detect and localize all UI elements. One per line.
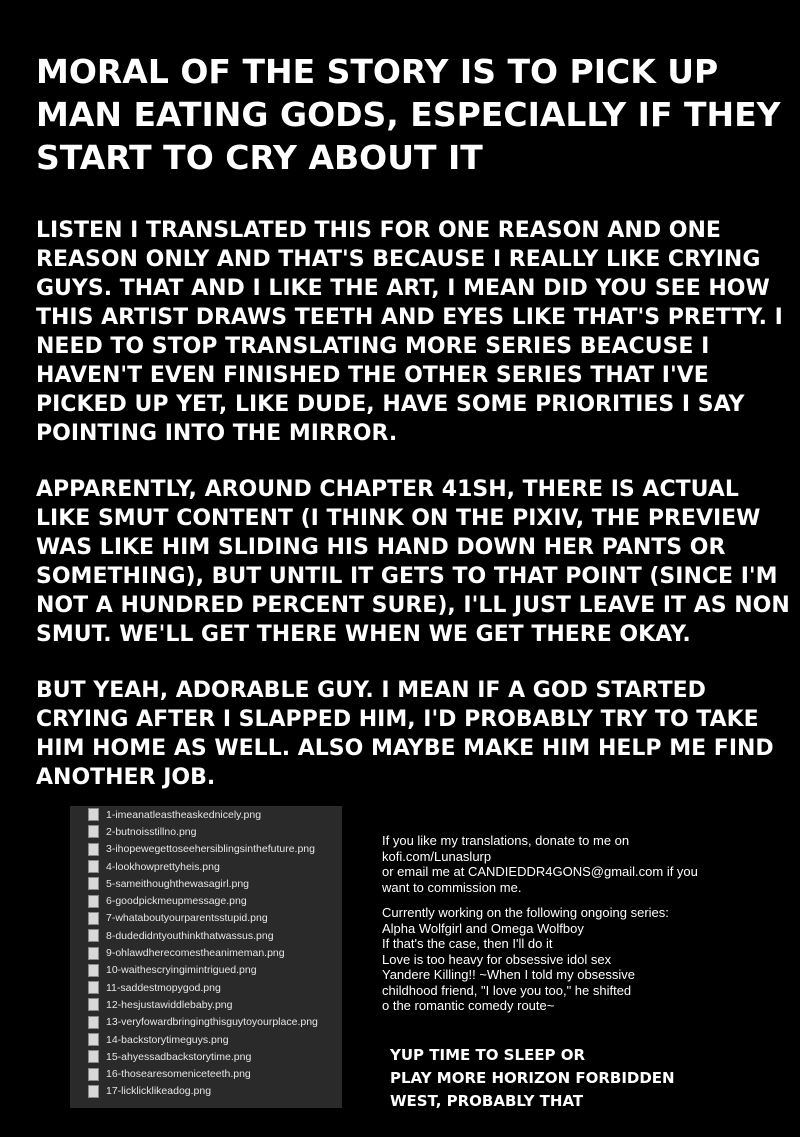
closing-note [390, 1044, 790, 1113]
file-row [70, 996, 342, 1013]
file-icon [88, 843, 99, 856]
file-row [70, 806, 342, 823]
file-icon [88, 981, 99, 994]
file-row [70, 910, 342, 927]
file-icon [88, 860, 99, 873]
file-name: 10-waithescryingimintrigued.png [106, 964, 257, 977]
file-icon [88, 929, 99, 942]
series-item: Alpha Wolfgirl and Omega Wolfboy [382, 920, 584, 936]
series-item: childhood friend, "I love you too," he shifted [382, 982, 632, 998]
file-name: 3-ihopewegettoseehersiblingsinthefuture.png [106, 843, 315, 856]
file-icon [88, 1016, 99, 1029]
file-row [70, 841, 342, 858]
series-intro: Currently working on the following ongoing series: [382, 905, 669, 920]
file-row [70, 927, 342, 944]
file-row [70, 823, 342, 840]
series-item: Yandere Killing!! ~When I told my obsessive [382, 967, 636, 982]
file-icon [88, 912, 99, 925]
file-icon [88, 895, 99, 908]
file-row [70, 1014, 342, 1031]
paragraph-smut-content: APPARENTLY, AROUND CHAPTER 41SH, THERE IS ACTUAL LIKE SMUT CONTENT (I THINK ON THE PIXIV, THE PREVIEW WAS LIKE HIM SLIDING HIS HAND DOWN HER PANTS OR SOMETHING), BUT UNTIL IT GETS TO THAT POINT (SINCE I'M NOT A HUNDRED PERCENT SURE), I'LL JUST LEAVE IT AS NON SMUT. WE'LL GET THERE WHEN WE GET THERE OKAY. [36, 477, 790, 647]
file-name: 5-sameithoughthewasagirl.png [106, 877, 250, 890]
series-item: Love is too heavy for obsessive idol sex [382, 951, 612, 967]
file-row [70, 892, 342, 909]
donate-text: If you like my translations, donate to me on [382, 833, 630, 848]
paragraph-translation-reason: LISTEN I TRANSLATED THIS FOR ONE REASON AND ONE REASON ONLY AND THAT'S BECAUSE I REALLY LIKE CRYING GUYS. THAT AND I LIKE THE ART, I MEAN DID YOU SEE HOW THIS ARTIST DRAWS TEETH AND EYES LIKE THAT'S PRETTY. I NEED TO STOP TRANSLATING MORE SERIES BEACUSE I HAVEN'T EVEN FINISHED THE OTHER SERIES THAT I'VE PICKED UP YET, LIKE DUDE, HAVE SOME PRIORITIES I SAY POINTING INTO THE MIRROR. [36, 218, 783, 446]
file-row [70, 979, 342, 996]
file-row [70, 1048, 342, 1065]
file-name: 16-thosearesomeniceteeth.png [106, 1068, 251, 1081]
kofi-link: kofi.com/Lunaslurp [382, 848, 492, 864]
commission-text: want to commission me. [382, 879, 522, 895]
file-icon [88, 1033, 99, 1046]
file-row [70, 1065, 342, 1082]
file-name: 6-goodpickmeupmessage.png [106, 895, 247, 908]
file-icon [88, 825, 99, 838]
file-name: 15-ahyessadbackstorytime.png [106, 1050, 252, 1063]
translator-notes [382, 833, 792, 1014]
file-icon [88, 1050, 99, 1063]
file-icon [88, 877, 99, 890]
file-name: 1-imeanatleastheaskednicely.png [106, 808, 262, 821]
file-row [70, 1031, 342, 1048]
file-name: 9-ohlawdherecomestheanimeman.png [106, 947, 285, 960]
closing-line: WEST, PROBABLY THAT [390, 1092, 584, 1110]
file-row [70, 858, 342, 875]
series-item: o the romantic comedy route~ [382, 998, 555, 1013]
paragraph-adorable-guy: BUT YEAH, ADORABLE GUY. I MEAN IF A GOD STARTED CRYING AFTER I SLAPPED HIM, I'D PROBABLY TRY TO TAKE HIM HOME AS WELL. ALSO MAYBE MAKE HIM HELP ME FIND ANOTHER JOB. [36, 678, 774, 790]
file-list-screenshot [70, 806, 342, 1108]
file-row [70, 944, 342, 961]
file-icon [88, 808, 99, 821]
file-row [70, 875, 342, 892]
file-name: 7-whataboutyourparentsstupid.png [106, 912, 268, 925]
email-text: or email me at CANDIEDDR4GONS@gmail.com if you [382, 864, 698, 879]
file-name: 8-dudedidntyouthinkthatwassus.png [106, 929, 274, 942]
file-name: 17-licklicklikeadog.png [106, 1085, 212, 1098]
file-name: 11-saddestmopygod.png [106, 981, 221, 994]
page-heading: MORAL OF THE STORY IS TO PICK UP MAN EATING GODS, ESPECIALLY IF THEY START TO CRY ABOUT IT [36, 52, 781, 177]
file-icon [88, 1085, 99, 1098]
file-name: 4-lookhowprettyheis.png [106, 860, 220, 873]
file-name: 14-backstorytimeguys.png [106, 1033, 229, 1046]
file-row [70, 1083, 342, 1100]
file-name: 12-hesjustawiddlebaby.png [106, 998, 233, 1011]
series-item: If that's the case, then I'll do it [382, 936, 553, 951]
file-icon [88, 947, 99, 960]
file-icon [88, 998, 99, 1011]
file-name: 13-veryfowardbringingthisguytoyourplace.png [106, 1016, 318, 1029]
file-icon [88, 964, 99, 977]
file-row [70, 962, 342, 979]
file-icon [88, 1068, 99, 1081]
spacer [382, 895, 792, 905]
file-name: 2-butnoisstillno.png [106, 825, 197, 838]
closing-line: YUP TIME TO SLEEP OR [390, 1046, 586, 1064]
closing-line: PLAY MORE HORIZON FORBIDDEN [390, 1069, 675, 1087]
